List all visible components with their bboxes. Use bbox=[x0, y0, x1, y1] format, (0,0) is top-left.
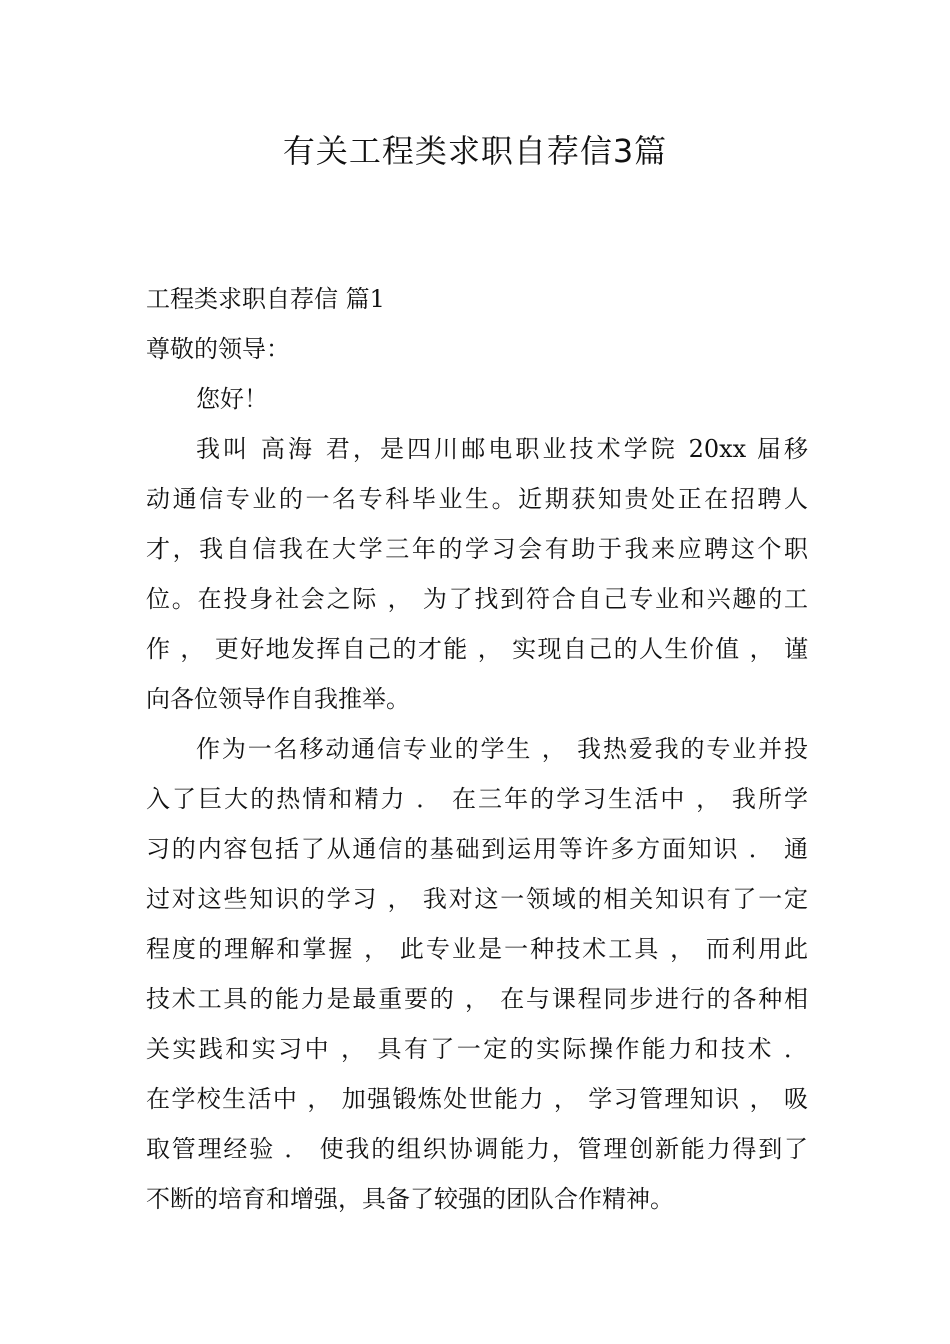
paragraph-line: 取管理经验 ． 使我的组织协调能力，管理创新能力得到了 bbox=[146, 1135, 808, 1163]
paragraph-line: 在学校生活中 ， 加强锻炼处世能力 ， 学习管理知识 ， 吸 bbox=[146, 1085, 808, 1113]
paragraph-line: 关实践和实习中 ， 具有了一定的实际操作能力和技术 ． bbox=[146, 1035, 808, 1063]
paragraph-line: 我叫 高海 君，是四川邮电职业技术学院 20xx 届移 bbox=[196, 435, 808, 463]
section-heading: 工程类求职自荐信 篇1 bbox=[146, 285, 385, 313]
paragraph-line: 位。在投身社会之际 ， 为了找到符合自己专业和兴趣的工 bbox=[146, 585, 808, 613]
greeting: 您好！ bbox=[196, 385, 268, 413]
paragraph-line: 过对这些知识的学习 ， 我对这一领域的相关知识有了一定 bbox=[146, 885, 808, 913]
paragraph-line: 习的内容包括了从通信的基础到运用等许多方面知识 ． 通 bbox=[146, 835, 808, 863]
paragraph-line: 才，我自信我在大学三年的学习会有助于我来应聘这个职 bbox=[146, 535, 808, 563]
paragraph-line: 入了巨大的热情和精力 ． 在三年的学习生活中 ， 我所学 bbox=[146, 785, 808, 813]
paragraph-line: 不断的培育和增强，具备了较强的团队合作精神。 bbox=[146, 1185, 674, 1213]
paragraph-line: 作 ， 更好地发挥自己的才能 ， 实现自己的人生价值 ， 谨 bbox=[146, 635, 808, 663]
paragraph-line: 作为一名移动通信专业的学生 ， 我热爱我的专业并投 bbox=[196, 735, 808, 763]
salutation: 尊敬的领导： bbox=[146, 335, 290, 363]
paragraph-line: 向各位领导作自我推举。 bbox=[146, 685, 410, 713]
paragraph-line: 程度的理解和掌握 ， 此专业是一种技术工具 ， 而利用此 bbox=[146, 935, 808, 963]
document-title: 有关工程类求职自荐信3篇 bbox=[282, 132, 668, 170]
paragraph-line: 动通信专业的一名专科毕业生。近期获知贵处正在招聘人 bbox=[146, 485, 808, 513]
paragraph-line: 技术工具的能力是最重要的 ， 在与课程同步进行的各种相 bbox=[146, 985, 808, 1013]
